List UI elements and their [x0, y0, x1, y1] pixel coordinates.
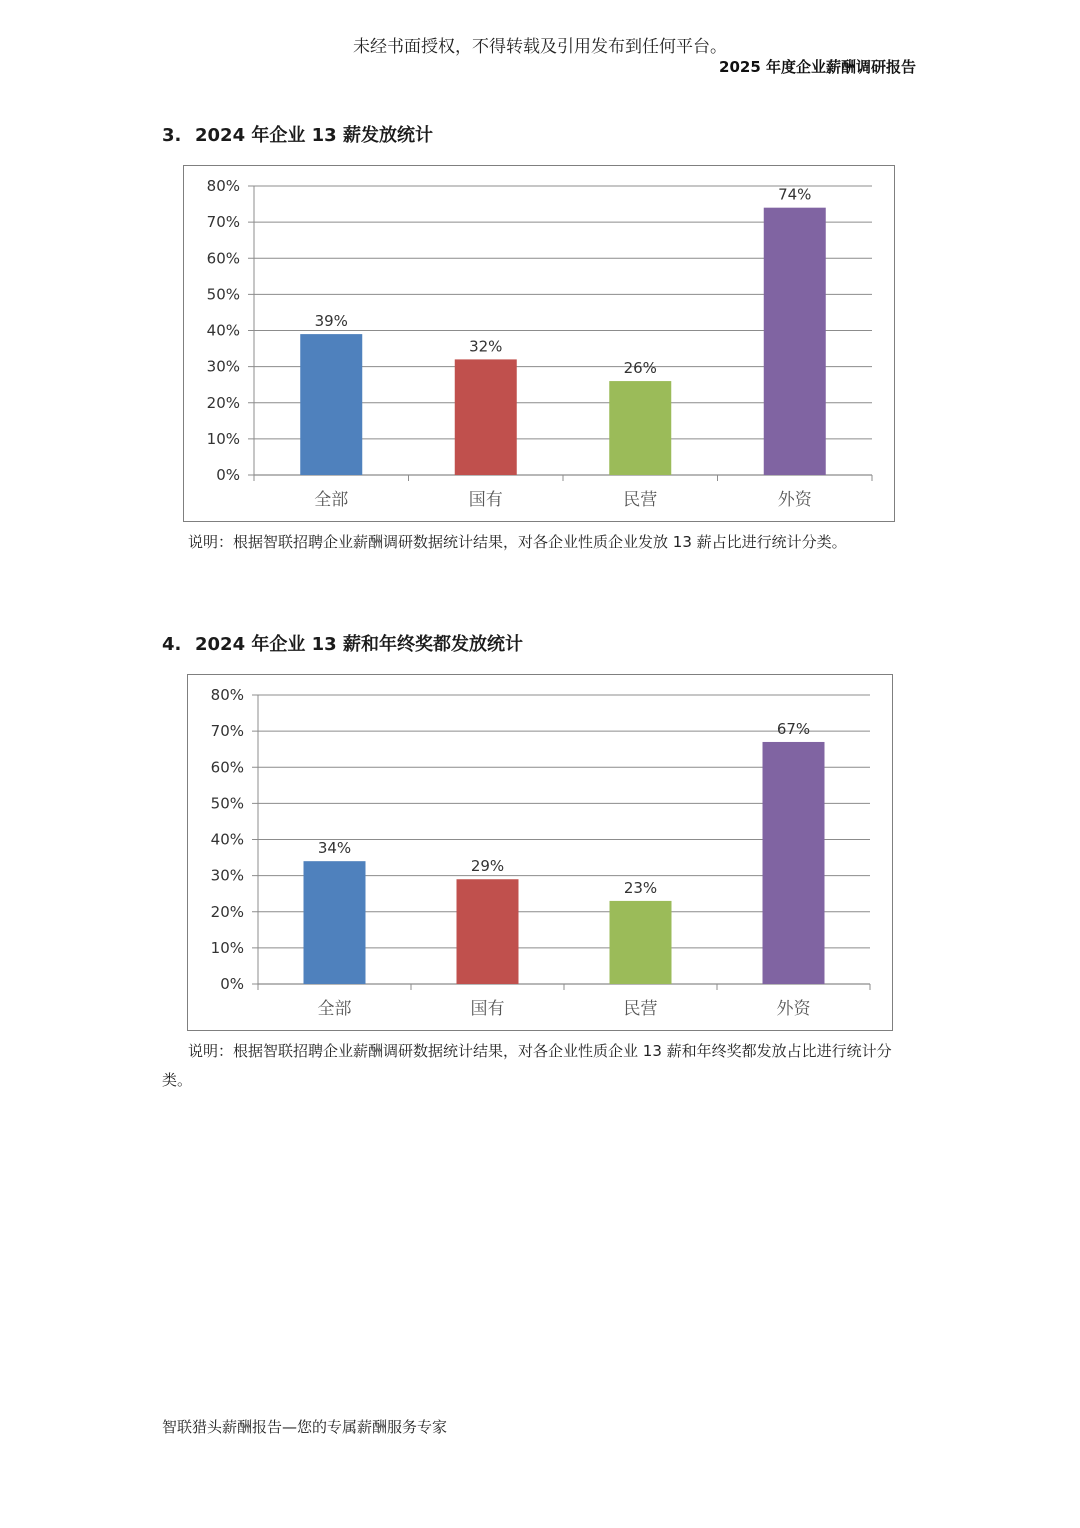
y-tick-label: 10% — [210, 938, 244, 957]
y-tick-label: 0% — [216, 466, 240, 484]
data-label: 23% — [623, 878, 658, 897]
data-label: 67% — [776, 719, 811, 738]
y-tick-label: 70% — [210, 722, 244, 741]
chart-note: 说明：根据智联招聘企业薪酬调研数据统计结果，对各企业性质企业发放 13 薪占比进行统计分类。 — [188, 533, 847, 551]
bar-3 — [610, 901, 672, 984]
bar-2 — [455, 359, 517, 475]
y-tick-label: 80% — [210, 686, 244, 704]
data-label: 34% — [317, 839, 352, 858]
copyright-notice: 未经书面授权，不得转载及引用发布到任何平台。 — [353, 37, 727, 57]
section-title: 2024 年企业 13 薪和年终奖都发放统计 — [195, 634, 523, 655]
category-label: 外资 — [776, 999, 811, 1019]
bar-chart-svg — [188, 675, 894, 1032]
y-tick-label: 70% — [206, 213, 240, 232]
category-label: 民营 — [623, 999, 658, 1019]
y-tick-label: 50% — [210, 794, 244, 813]
data-label: 32% — [469, 337, 503, 356]
y-tick-label: 60% — [210, 758, 244, 777]
section-title: 2024 年企业 13 薪发放统计 — [195, 125, 433, 146]
section-heading-4 — [162, 630, 523, 656]
y-tick-label: 60% — [206, 249, 240, 268]
chart-note: 说明：根据智联招聘企业薪酬调研数据统计结果，对各企业性质企业 13 薪和年终奖都发放占比进行统计分类。 — [162, 1042, 892, 1089]
y-tick-label: 30% — [210, 866, 244, 885]
y-tick-label: 10% — [206, 429, 240, 448]
y-tick-label: 30% — [206, 357, 240, 376]
section-number: 4. — [162, 634, 182, 655]
y-tick-label: 80% — [206, 177, 240, 195]
y-tick-label: 20% — [210, 902, 244, 921]
y-tick-label: 20% — [206, 393, 240, 412]
data-label: 29% — [470, 857, 505, 876]
category-label: 民营 — [623, 490, 658, 510]
y-tick-label: 50% — [206, 285, 240, 304]
data-label: 39% — [314, 312, 348, 331]
y-tick-label: 40% — [210, 830, 244, 849]
bar-4 — [764, 208, 826, 475]
bar-2 — [457, 879, 519, 984]
data-label: 26% — [623, 359, 657, 378]
bar-3 — [609, 381, 671, 475]
category-label: 全部 — [314, 490, 349, 510]
category-label: 国有 — [470, 999, 505, 1019]
section-number: 3. — [162, 125, 182, 146]
category-label: 国有 — [468, 490, 503, 510]
category-label: 全部 — [317, 999, 352, 1019]
bar-4 — [763, 742, 825, 984]
report-title: 2025 年度企业薪酬调研报告 — [719, 58, 916, 76]
category-label: 外资 — [777, 490, 812, 510]
y-tick-label: 40% — [206, 321, 240, 340]
chart-13th-salary-and-bonus — [187, 674, 893, 1031]
bar-1 — [304, 861, 366, 984]
bar-chart-svg — [184, 166, 896, 523]
data-label: 74% — [778, 185, 812, 204]
chart-13th-salary — [183, 165, 895, 522]
bar-1 — [300, 334, 362, 475]
section-heading-3 — [162, 121, 433, 147]
footer-slogan: 智联猎头薪酬报告—您的专属薪酬服务专家 — [162, 1418, 448, 1436]
y-tick-label: 0% — [220, 975, 244, 993]
